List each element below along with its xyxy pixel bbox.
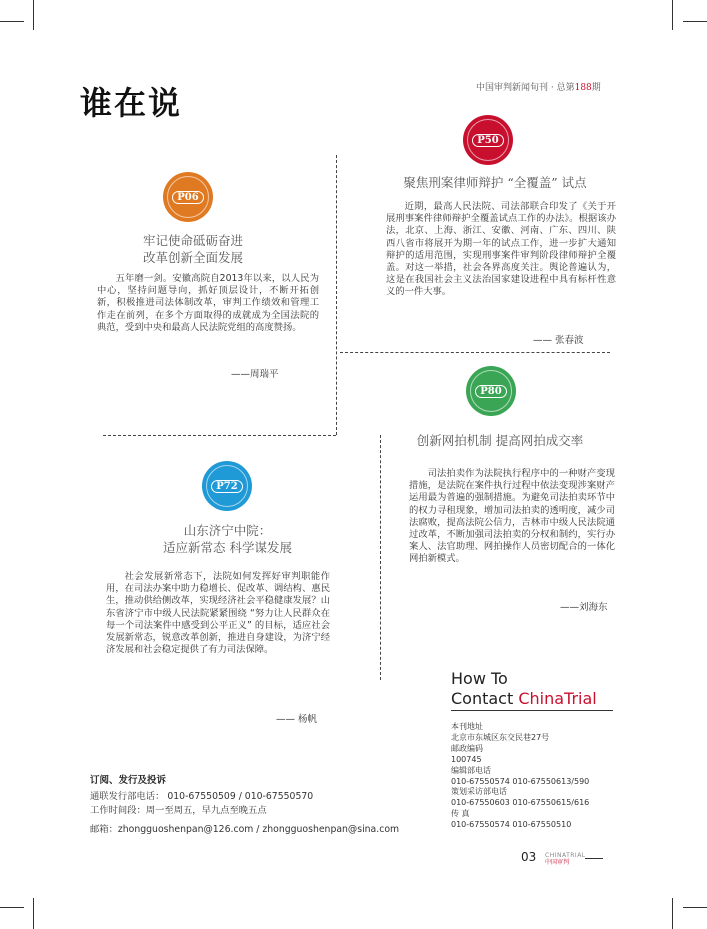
contact-line: 传 真 — [451, 809, 470, 819]
page-badge-p50[interactable] — [463, 115, 513, 165]
article-author: ——刘海东 — [560, 602, 608, 613]
page-number-label: P80 — [475, 385, 507, 398]
divider-vertical-top — [336, 155, 337, 435]
contact-line: 010-67550574 010-67550510 — [451, 820, 572, 830]
page-badge-p06[interactable] — [163, 172, 213, 222]
divider-horizontal-left — [103, 435, 336, 436]
subscription-phone: 通联发行部电话： 010-67550509 / 010-67550570 — [90, 791, 314, 802]
article-title-line: 聚焦刑案律师辩护 “全覆盖” 试点 — [403, 175, 587, 190]
page-number-label: P06 — [172, 191, 204, 204]
crop-mark — [683, 21, 707, 22]
crop-mark — [0, 21, 24, 22]
article-title-line: 山东济宁中院： — [183, 523, 272, 538]
footer-rule — [585, 858, 603, 859]
crop-mark — [683, 907, 707, 908]
contact-heading-prefix: Contact — [451, 689, 519, 708]
footer-brand — [545, 852, 586, 866]
article-body: 五年磨一剑。安徽高院自2013年以来，以人民为中心，坚持问题导向，抓好顶层设计，不断开拓创新，积极推进司法体制改革，审判工作绩效和管理工作走在前列，在多个方面取得的成就成为全国法院的典范，受到中央和最高人民法院党组的高度赞扬。 — [97, 273, 319, 333]
crop-mark — [0, 907, 24, 908]
article-title[interactable] — [140, 522, 315, 556]
section-title: 谁在说 — [80, 84, 183, 122]
contact-divider — [451, 710, 613, 711]
article-title-line: 牢记使命砥砺奋进 — [142, 233, 243, 248]
publication-info — [476, 80, 601, 93]
article-author: —— 张春波 — [533, 335, 584, 346]
crop-mark — [33, 0, 34, 30]
contact-heading-brand: ChinaTrial — [518, 689, 597, 708]
subscription-hours: 工作时间段：周一至周五，早九点至晚五点 — [90, 805, 267, 816]
divider-vertical-bottom — [380, 435, 381, 680]
article-title-line: 创新网拍机制 提高网拍成交率 — [416, 433, 584, 448]
publication-prefix: 中国审判新闻旬刊 · 总第 — [476, 83, 575, 93]
contact-line: 编辑部电话 — [451, 765, 491, 775]
divider-horizontal-right — [340, 352, 610, 353]
page-badge-p72[interactable] — [202, 461, 252, 511]
contact-heading — [451, 669, 597, 709]
contact-line: 策划采访部电话 — [451, 787, 507, 797]
article-title-line: 改革创新全面发展 — [142, 250, 243, 265]
crop-mark — [33, 898, 34, 929]
contact-line: 100745 — [451, 754, 482, 764]
contact-line: 本刊地址 — [451, 722, 483, 731]
page-badge-p80[interactable] — [466, 366, 516, 416]
subscription-email[interactable]: 邮箱：zhongguoshenpan@126.com / zhongguoshenpan@sina.com — [90, 824, 400, 835]
contact-heading-line2 — [451, 689, 597, 709]
contact-details — [451, 722, 589, 831]
crop-mark — [672, 0, 673, 30]
contact-heading-line1: How To — [451, 669, 508, 688]
page-number: 03 — [521, 850, 537, 864]
page-number-label: P72 — [211, 480, 243, 493]
article-body: 近期，最高人民法院、司法部联合印发了《关于开展刑事案件律师辩护全覆盖试点工作的办法》。根据该办法，北京、上海、浙江、安徽、河南、广东、四川、陕西八省市将展开为期一年的试点工作，进一步扩大通知辩护的适用范围，实现刑事案件审判阶段律师辩护全覆盖。对这一举措，社会各界高度关注。舆论普遍认为，这是在我国社会主义法治国家建设进程中具有标杆性意义的一件大事。 — [386, 201, 616, 298]
page-number-label: P50 — [472, 134, 504, 147]
article-body: 社会发展新常态下，法院如何发挥好审判职能作用，在司法办案中助力稳增长、促改革、调结构、惠民生，推动供给侧改革，实现经济社会平稳健康发展？山东省济宁市中级人民法院紧紧围绕 “努力让人民群众在每一个司法案件中感受到公平正义” 的目标，适应社会发展新常态，锐意改革创新，推进自身建设，为济宁经济发展和社会稳定提供了有力司法保障。 — [106, 571, 330, 656]
issue-suffix: 期 — [591, 83, 601, 93]
article-body: 司法拍卖作为法院执行程序中的一种财产变现措施，是法院在案件执行过程中依法变现涉案财产运用最为普遍的强制措施。为避免司法拍卖环节中的权力寻租现象，增加司法拍卖的透明度，减少司法腐败，提高法院公信力，吉林市中级人民法院通过改革，不断加强司法拍卖的分权和制约，实行办案人、法官助理、网拍操作人员密切配合的一体化网拍新模式。 — [409, 468, 615, 565]
footer-brand-en: CHINATRIAL — [545, 852, 586, 859]
contact-line: 北京市东城区东交民巷27号 — [451, 732, 550, 742]
contact-line: 邮政编码 — [451, 743, 483, 753]
article-author: —— 杨帆 — [276, 714, 318, 725]
article-title[interactable] — [384, 174, 606, 191]
crop-mark — [672, 898, 673, 929]
subscription-heading: 订阅、发行及投诉 — [90, 775, 167, 786]
contact-line: 010-67550574 010-67550613/590 — [451, 776, 590, 786]
article-title[interactable] — [108, 232, 278, 266]
article-title[interactable] — [400, 432, 600, 449]
issue-number: 188 — [574, 83, 592, 93]
footer-brand-cn: 中国审判 — [545, 859, 570, 866]
contact-line: 010-67550603 010-67550615/616 — [451, 798, 590, 808]
article-title-line: 适应新常态 科学谋发展 — [163, 540, 292, 555]
article-author: ——周瑞平 — [231, 369, 279, 380]
